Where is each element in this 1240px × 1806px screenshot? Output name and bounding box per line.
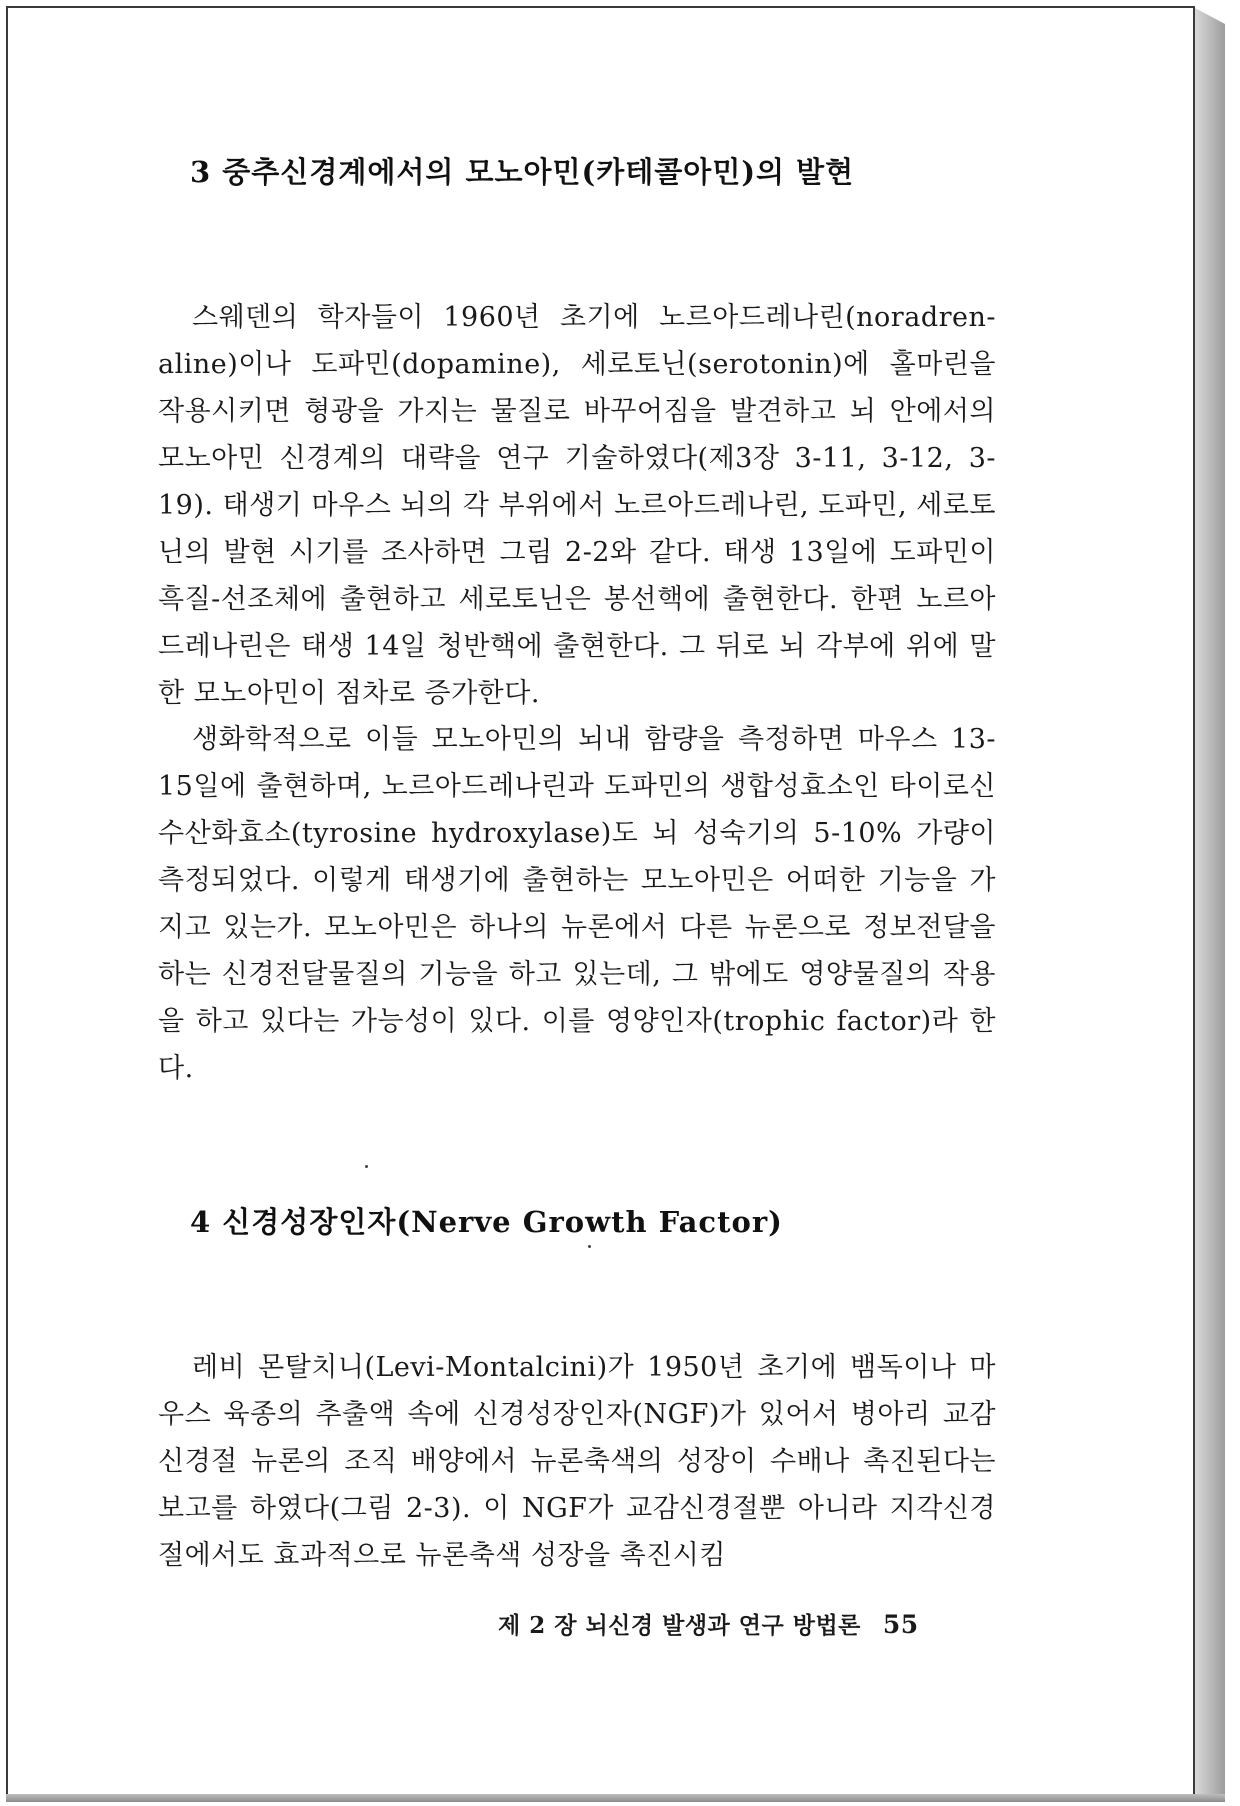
page-edge-right	[1195, 8, 1225, 1798]
page-edge-bottom	[6, 1794, 1225, 1802]
running-title: 제 2 장 뇌신경 발생과 연구 방법론	[498, 1612, 861, 1639]
section-4-paragraph-1: 레비 몬탈치니(Levi-Montalcini)가 1950년 초기에 뱀독이나 마우스 육종의 추출액 속에 신경성장인자(NGF)가 있어서 병아리 교감신경절 뉴론의 조직 배양에서 뉴론축색의 성장이 수배나 촉진된다는 보고를 하였다(그림 2-3). 이 NGF가 교감신경절뿐 아니라 지각신경절에서도 효과적으로 뉴론축색 성장을 촉진시킴	[158, 1352, 996, 1571]
section-3-paragraph-2: 생화학적으로 이들 모노아민의 뇌내 함량을 측정하면 마우스 13-15일에 출현하며, 노르아드레나린과 도파민의 생합성효소인 타이로신 수산화효소(tyrosine hydroxylase)도 뇌 성숙기의 5-10% 가량이 측정되었다. 이렇게 태생기에 출현하는 모노아민은 어떠한 기능을 가지고 있는가. 모노아민은 하나의 뉴론에서 다른 뉴론으로 정보전달을 하는 신경전달물질의 기능을 하고 있는데, 그 밖에도 영양물질의 작용을 하고 있다는 가능성이 있다. 이를 영양인자(trophic factor)라 한다.	[158, 724, 996, 1084]
scan-speck	[365, 1165, 368, 1168]
section-3-heading: 3 중추신경계에서의 모노아민(카테콜아민)의 발현	[190, 155, 855, 189]
section-3-paragraph-1: 스웨덴의 학자들이 1960년 초기에 노르아드레나린(noradren-aline)이나 도파민(dopamine), 세로토닌(serotonin)에 홀마린을 작용시키면 형광을 가지는 물질로 바꾸어짐을 발견하고 뇌 안에서의 모노아민 신경계의 대략을 연구 기술하였다(제3장 3-11, 3-12, 3-19). 태생기 마우스 뇌의 각 부위에서 노르아드레나린, 도파민, 세로토닌의 발현 시기를 조사하면 그림 2-2와 같다. 태생 13일에 도파민이 흑질-선조체에 출현하고 세로토닌은 봉선핵에 출현한다. 한편 노르아드레나린은 태생 14일 청반핵에 출현한다. 그 뒤로 뇌 각부에 위에 말한 모노아민이 점차로 증가한다.	[158, 302, 996, 709]
page-number: 55	[882, 1610, 919, 1639]
section-4-heading: 4 신경성장인자(Nerve Growth Factor)	[190, 1205, 783, 1239]
scan-speck	[588, 1245, 591, 1248]
page-footer	[498, 1607, 919, 1640]
